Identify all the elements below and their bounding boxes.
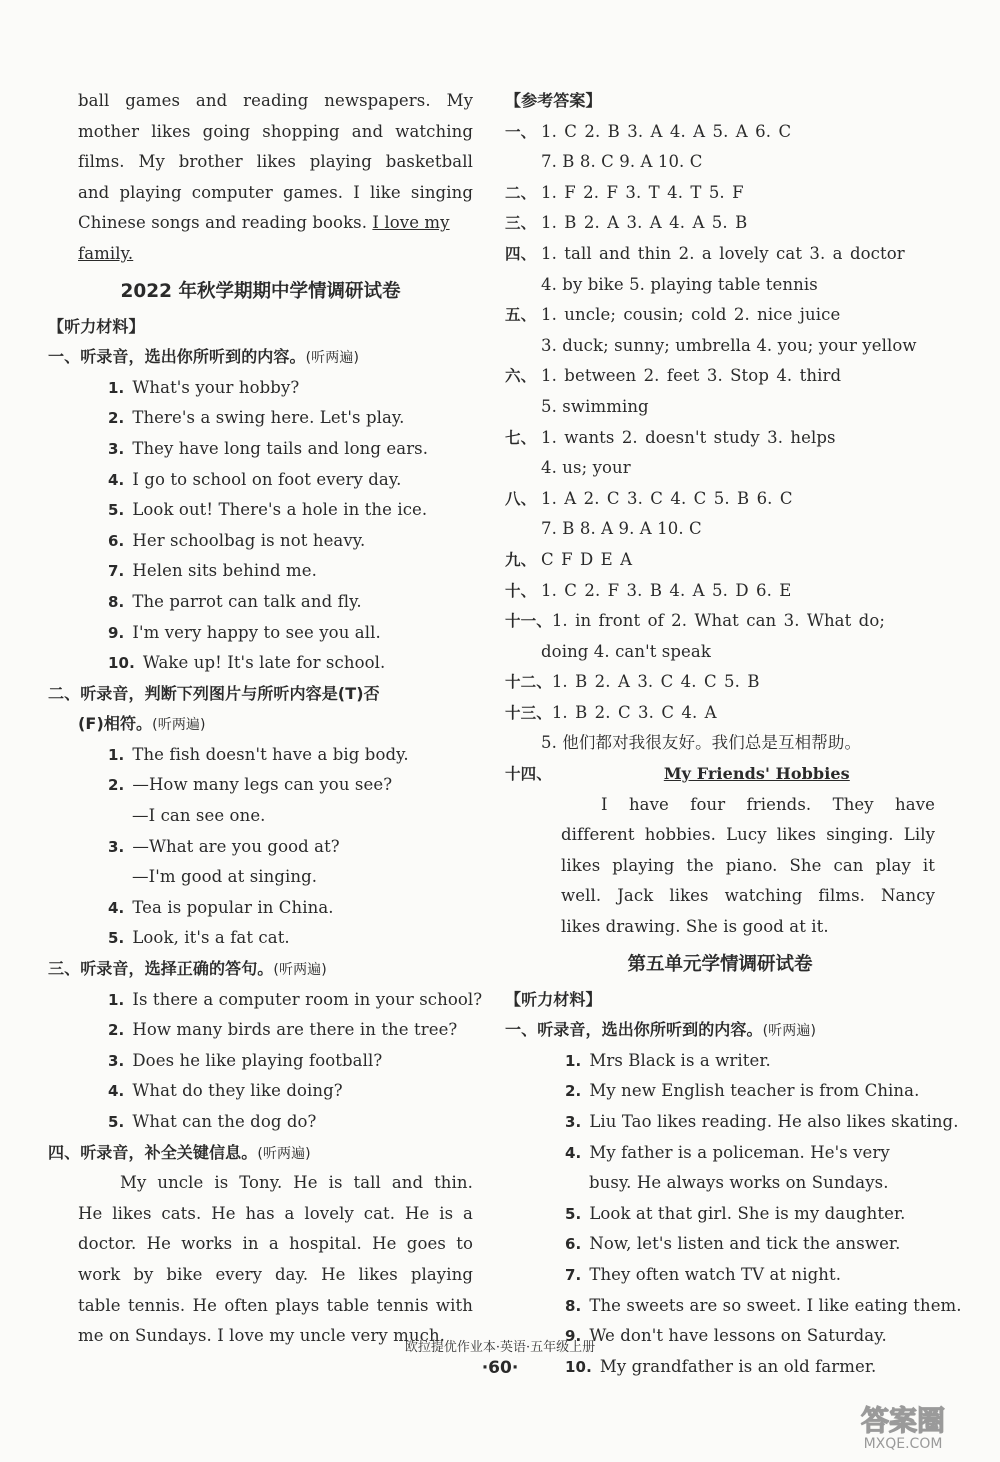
- unit-listening-item-text: Now, let's listen and tick the answer.: [589, 1234, 901, 1254]
- listening-item-number: 3.: [108, 439, 125, 458]
- answer-text: 1. F 2. F 3. T 4. T 5. F: [541, 182, 744, 202]
- answer-row: [505, 576, 935, 607]
- answer-row: [505, 208, 935, 239]
- unit-listening-item: [505, 1076, 935, 1107]
- answer-row: [505, 117, 935, 148]
- unit-listening-item-number: 7.: [565, 1265, 582, 1284]
- unit-listening-item-text: Liu Tao likes reading. He also likes skating.: [589, 1112, 959, 1131]
- judge-item-number: 3.: [108, 837, 125, 856]
- answer-label: 四、: [505, 244, 537, 263]
- answer-row: [505, 423, 935, 454]
- exam-title: 2022 年秋学期期中学情调研试卷: [120, 280, 401, 302]
- answer-text: 1. B 2. A 3. C 4. C 5. B: [551, 672, 760, 692]
- judge-item-text: —What are you good at?: [132, 836, 340, 856]
- unit-listening-item-text: The sweets are so sweet. I like eating them.: [589, 1295, 962, 1315]
- unit-listening-item-number: 8.: [565, 1296, 582, 1315]
- answer-continuation: 3. duck; sunny; umbrella 4. you; your yellow: [541, 335, 917, 355]
- answer-continuation: 5. 他们都对我很友好。我们总是互相帮助。: [541, 733, 862, 753]
- unit-listening-item: [505, 1046, 935, 1077]
- answer-continuation: doing 4. can't speak: [541, 641, 711, 661]
- unit-listening-item: [505, 1138, 935, 1169]
- response-item: [48, 985, 483, 1016]
- judge-item: [48, 740, 473, 771]
- judge-item-number: 2.: [108, 776, 125, 795]
- judge-item-text: Look, it's a fat cat.: [132, 928, 290, 948]
- response-item: [48, 1107, 473, 1138]
- essay-title: My Friends' Hobbies: [663, 764, 850, 784]
- judge-item-sub: —I can see one.: [132, 806, 266, 826]
- answer-14-row: [505, 759, 935, 790]
- answer-continuation: 5. swimming: [541, 396, 649, 416]
- answer-text: 1. between 2. feet 3. Stop 4. third: [541, 366, 842, 386]
- listening-item: [48, 434, 473, 465]
- answer-label: 十二、: [505, 673, 552, 692]
- answer-label: 十、: [505, 581, 537, 600]
- listening-item: [48, 526, 473, 557]
- answer-text: 1. uncle; cousin; cold 2. nice juice: [541, 305, 841, 325]
- unit-listening-item: [505, 1291, 962, 1322]
- intro-paragraph: [48, 86, 473, 270]
- unit-section-1-list: [505, 1046, 962, 1383]
- answer-label: 二、: [505, 183, 537, 202]
- passage-line: My uncle is Tony. He is tall and thin.: [120, 1173, 473, 1193]
- listening-item-number: 5.: [108, 501, 125, 520]
- intro-line: ball games and reading newspapers. My: [78, 91, 473, 110]
- intro-underlined: I love my: [372, 213, 450, 233]
- answer-label: 九、: [505, 550, 537, 569]
- response-item-text: What can the dog do?: [132, 1112, 317, 1131]
- left-column: [48, 86, 483, 1352]
- unit-listening-item: [505, 1229, 935, 1260]
- unit-listening-item-number: 5.: [565, 1204, 582, 1223]
- section-1-list: [48, 373, 473, 679]
- response-item-number: 5.: [108, 1113, 125, 1131]
- listening-item-text: What's your hobby?: [132, 377, 300, 397]
- judge-item-sub: —I'm good at singing.: [132, 867, 318, 887]
- essay-line: likes playing the piano. She can play it: [561, 855, 935, 875]
- listening-item: [48, 373, 473, 404]
- unit-listening-item-number: 2.: [565, 1082, 582, 1101]
- response-item-text: Is there a computer room in your school?: [132, 989, 483, 1009]
- answer-row: [505, 239, 935, 270]
- listening-item: [48, 465, 473, 496]
- unit-title: 第五单元学情调研试卷: [627, 953, 813, 975]
- judge-item: [48, 832, 473, 863]
- page-number: ·60·: [481, 1358, 519, 1378]
- unit-listening-item-text: My new English teacher is from China.: [589, 1081, 920, 1101]
- listening-item-number: 10.: [108, 654, 135, 673]
- answer-text: 1. C 2. F 3. B 4. A 5. D 6. E: [541, 580, 792, 600]
- listening-item-number: 9.: [108, 623, 125, 642]
- judge-item: [48, 770, 473, 801]
- response-item: [48, 1046, 473, 1077]
- answer-text: 1. A 2. C 3. C 4. C 5. B 6. C: [541, 488, 793, 508]
- essay-line: I have four friends. They have: [601, 794, 935, 814]
- listening-item: [48, 648, 473, 679]
- essay-paragraph: [505, 790, 935, 943]
- unit-listening-item-number: 10.: [565, 1357, 592, 1376]
- section-2-title: 二、听录音，判断下列图片与所听内容是(T)否: [48, 683, 380, 703]
- response-item-number: 4.: [108, 1082, 125, 1101]
- response-item-text: What do they like doing?: [132, 1081, 343, 1101]
- passage-line: table tennis. He often plays table tennis with: [78, 1295, 473, 1315]
- listening-label: 【听力材料】: [48, 316, 145, 336]
- judge-item-number: 5.: [108, 929, 125, 948]
- response-item-number: 3.: [108, 1051, 125, 1070]
- answer-row: [505, 698, 935, 729]
- answer-label: 六、: [505, 367, 537, 386]
- listening-item: [48, 587, 473, 618]
- answer-text: 1. B 2. C 3. C 4. A: [551, 702, 717, 722]
- listening-item-text: The parrot can talk and fly.: [132, 591, 362, 611]
- listening-item: [48, 618, 473, 649]
- judge-item-number: 1.: [108, 745, 125, 764]
- unit-listening-item-number: 9.: [565, 1327, 582, 1346]
- unit-listening-item-number: 4.: [565, 1143, 582, 1162]
- answer-14-label: 十四、: [505, 765, 552, 784]
- answer-label: 七、: [505, 428, 537, 447]
- judge-item-text: Tea is popular in China.: [132, 897, 334, 917]
- unit-listening-item-text: Mrs Black is a writer.: [589, 1050, 771, 1070]
- passage-line: me on Sundays. I love my uncle very much.: [78, 1326, 446, 1346]
- answer-continuation: 7. B 8. C 9. A 10. C: [541, 152, 703, 172]
- judge-item-text: The fish doesn't have a big body.: [132, 744, 409, 764]
- section-4-paragraph: [48, 1168, 473, 1352]
- answer-continuation: 4. by bike 5. playing table tennis: [541, 274, 818, 294]
- response-item: [48, 1015, 473, 1046]
- answer-row: [505, 178, 935, 209]
- listening-label-2: 【听力材料】: [505, 989, 602, 1009]
- essay-line: different hobbies. Lucy likes singing. Lily: [561, 825, 935, 845]
- passage-line: doctor. He works in a hospital. He goes to: [78, 1234, 473, 1254]
- unit-listening-item: [505, 1260, 935, 1291]
- response-item-number: 2.: [108, 1021, 125, 1040]
- answer-row: [505, 545, 935, 576]
- passage-line: work by bike every day. He likes playing: [78, 1264, 473, 1284]
- section-3-list: [48, 985, 483, 1138]
- listening-item-number: 1.: [108, 378, 125, 397]
- unit-listening-item-number: 3.: [565, 1113, 582, 1131]
- listening-item-number: 7.: [108, 562, 125, 581]
- answer-label: 三、: [505, 214, 537, 233]
- judge-item: [48, 893, 473, 924]
- listening-item: [48, 495, 473, 526]
- intro-text: Chinese songs and reading books.: [78, 213, 373, 233]
- response-item: [48, 1076, 473, 1107]
- answer-row: [505, 667, 935, 698]
- judge-item: [48, 923, 473, 954]
- answer-text: 1. C 2. B 3. A 4. A 5. A 6. C: [541, 121, 792, 141]
- answer-row: [505, 361, 935, 392]
- answer-label: 十三、: [505, 703, 552, 722]
- answer-text: C F D E A: [541, 549, 633, 569]
- unit-section-1-title: 一、听录音，选出你所听到的内容。(听两遍): [505, 1020, 817, 1040]
- unit-listening-item: [505, 1107, 959, 1138]
- section-2-title-cont: (F)相符。(听两遍): [78, 714, 206, 734]
- essay-line: well. Jack likes watching films. Nancy: [561, 886, 935, 906]
- listening-item-number: 2.: [108, 409, 125, 428]
- section-2-list: [48, 740, 473, 954]
- answer-label: 八、: [505, 489, 537, 508]
- listening-item-number: 8.: [108, 592, 125, 611]
- unit-listening-item-sub: busy. He always works on Sundays.: [589, 1173, 889, 1193]
- listening-item: [48, 556, 473, 587]
- listening-item-text: There's a swing here. Let's play.: [132, 408, 405, 428]
- listening-item: [48, 403, 473, 434]
- watermark-logo: [828, 1400, 978, 1452]
- book-footer: 欧拉提优作业本·英语·五年级上册: [404, 1340, 596, 1355]
- answer-label: 一、: [505, 122, 537, 141]
- listening-item-text: Wake up! It's late for school.: [142, 653, 386, 673]
- unit-listening-item-text: My grandfather is an old farmer.: [599, 1356, 877, 1376]
- answer-row: [505, 484, 935, 515]
- unit-listening-item: [505, 1199, 935, 1230]
- essay-line: likes drawing. She is good at it.: [561, 917, 829, 937]
- section-3-title: 三、听录音，选择正确的答句。(听两遍): [48, 959, 327, 979]
- listening-item-text: They have long tails and long ears.: [132, 438, 429, 458]
- section-1-title: 一、听录音，选出你所听到的内容。(听两遍): [48, 347, 360, 367]
- answer-row: [505, 606, 935, 637]
- listening-item-text: Her schoolbag is not heavy.: [132, 530, 366, 550]
- watermark-brand: 答案圈: [860, 1404, 946, 1437]
- passage-line: He likes cats. He has a lovely cat. He is a: [78, 1203, 473, 1223]
- unit-listening-item-text: They often watch TV at night.: [589, 1264, 842, 1284]
- intro-line: mother likes going shopping and watching: [78, 121, 473, 141]
- judge-item-number: 4.: [108, 898, 125, 917]
- listening-item-text: I'm very happy to see you all.: [132, 622, 381, 642]
- judge-item-text: —How many legs can you see?: [132, 775, 393, 795]
- unit-listening-item-number: 1.: [565, 1051, 582, 1070]
- answer-text: 1. in front of 2. What can 3. What do;: [551, 611, 886, 631]
- intro-line: films. My brother likes playing basketball: [78, 152, 473, 172]
- answer-text: 1. tall and thin 2. a lovely cat 3. a doctor: [541, 243, 905, 263]
- listening-item-text: Helen sits behind me.: [132, 561, 317, 581]
- answer-text: 1. B 2. A 3. A 4. A 5. B: [541, 213, 748, 233]
- listening-item-number: 4.: [108, 470, 125, 489]
- answer-row: [505, 300, 935, 331]
- unit-listening-item-text: Look at that girl. She is my daughter.: [589, 1203, 906, 1223]
- answer-continuation: 7. B 8. A 9. A 10. C: [541, 519, 702, 539]
- unit-listening-item-number: 6.: [565, 1235, 582, 1254]
- right-column: [505, 86, 962, 1382]
- response-item-number: 1.: [108, 990, 125, 1009]
- listening-item-text: I go to school on foot every day.: [132, 469, 402, 489]
- intro-line: and playing computer games. I like singing: [78, 182, 473, 202]
- watermark-url: MXQE.COM: [863, 1436, 943, 1452]
- listening-item-text: Look out! There's a hole in the ice.: [132, 500, 428, 520]
- response-item-text: How many birds are there in the tree?: [132, 1020, 458, 1040]
- answer-label: 五、: [505, 306, 537, 325]
- response-item-text: Does he like playing football?: [132, 1050, 383, 1070]
- answer-text: 1. wants 2. doesn't study 3. helps: [541, 427, 836, 447]
- intro-line: family.: [78, 243, 134, 263]
- answers-label: 【参考答案】: [505, 91, 602, 110]
- answers-list: [505, 117, 935, 759]
- answer-continuation: 4. us; your: [541, 458, 631, 478]
- unit-listening-item-text: We don't have lessons on Saturday.: [589, 1326, 887, 1346]
- listening-item-number: 6.: [108, 531, 125, 550]
- intro-line: [48, 208, 473, 239]
- unit-listening-item-text: My father is a policeman. He's very: [589, 1142, 890, 1162]
- section-4-title: 四、听录音，补全关键信息。(听两遍): [48, 1142, 311, 1162]
- answer-label: 十一、: [505, 612, 552, 631]
